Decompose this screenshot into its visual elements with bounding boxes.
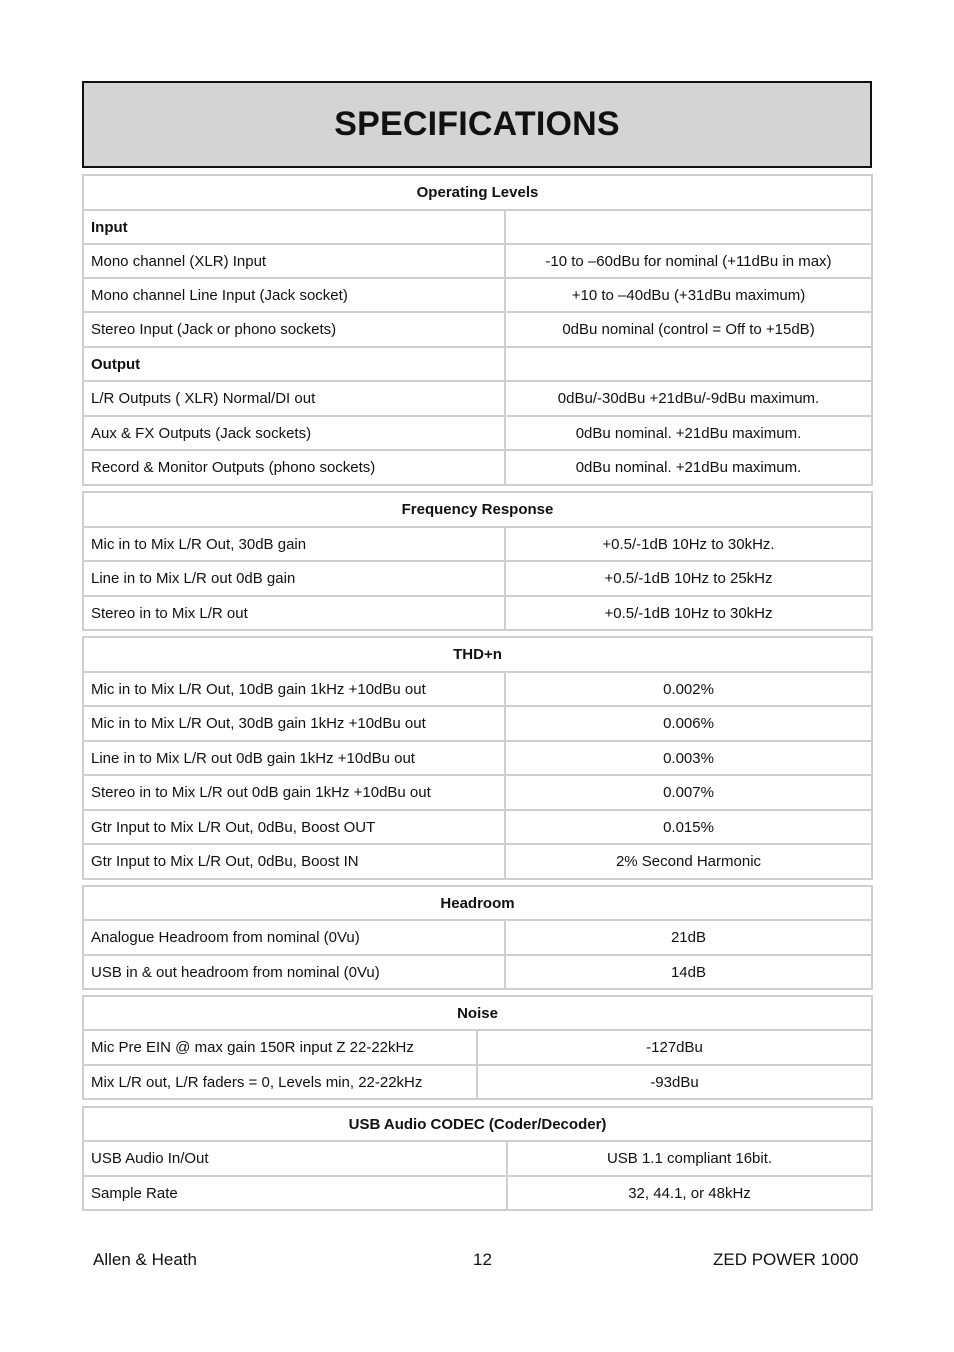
thd-table [82, 636, 873, 880]
spec-label: Analogue Headroom from nominal (0Vu) [83, 920, 505, 955]
usb-codec-table [82, 1106, 873, 1211]
section-header: Operating Levels [83, 175, 872, 210]
spec-label: Line in to Mix L/R out 0dB gain [83, 561, 505, 596]
spec-value: +0.5/-1dB 10Hz to 25kHz [505, 561, 872, 596]
spec-value: 0dBu nominal. +21dBu maximum. [505, 416, 872, 450]
footer-product: ZED POWER 1000 [713, 1250, 859, 1269]
frequency-response-table [82, 491, 873, 631]
table-row [83, 416, 872, 450]
footer-page-number: 12 [473, 1250, 492, 1269]
table-row [83, 278, 872, 312]
spec-label: Stereo in to Mix L/R out 0dB gain 1kHz +10dBu out [83, 775, 505, 810]
table-row [83, 1141, 872, 1176]
spec-label: Gtr Input to Mix L/R Out, 0dBu, Boost IN [83, 844, 505, 879]
table-row [83, 450, 872, 485]
spec-label: Mix L/R out, L/R faders = 0, Levels min, 22-22kHz [83, 1065, 477, 1099]
footer-company: Allen & Heath [93, 1250, 197, 1269]
spec-value: 0.002% [505, 672, 872, 706]
spec-value: -127dBu [477, 1030, 872, 1065]
spec-value: 21dB [505, 920, 872, 955]
spec-value: 0.003% [505, 741, 872, 775]
spec-label: Mic in to Mix L/R Out, 30dB gain 1kHz +10dBu out [83, 706, 505, 741]
spec-value: 0.007% [505, 775, 872, 810]
spec-value: 0dBu nominal. +21dBu maximum. [505, 450, 872, 485]
spec-label: Record & Monitor Outputs (phono sockets) [83, 450, 505, 485]
table-row [83, 381, 872, 416]
spec-value: 32, 44.1, or 48kHz [507, 1176, 872, 1210]
table-row [83, 244, 872, 278]
headroom-table [82, 885, 873, 990]
section-header: USB Audio CODEC (Coder/Decoder) [83, 1107, 872, 1141]
empty-cell [505, 347, 872, 381]
spec-label: Mic Pre EIN @ max gain 150R input Z 22-22kHz [83, 1030, 477, 1065]
table-row [83, 920, 872, 955]
table-row [83, 1176, 872, 1210]
table-row [83, 312, 872, 347]
table-row [83, 706, 872, 741]
spec-value: -10 to –60dBu for nominal (+11dBu in max) [505, 244, 872, 278]
spec-value: +0.5/-1dB 10Hz to 30kHz. [505, 527, 872, 561]
section-header: Noise [83, 996, 872, 1030]
table-row [83, 955, 872, 989]
spec-label: Line in to Mix L/R out 0dB gain 1kHz +10dBu out [83, 741, 505, 775]
spec-label: Stereo in to Mix L/R out [83, 596, 505, 630]
table-row [83, 844, 872, 879]
spec-value: 0.015% [505, 810, 872, 844]
table-row [83, 561, 872, 596]
title-box [82, 81, 872, 168]
table-row [83, 741, 872, 775]
spec-label: Mic in to Mix L/R Out, 10dB gain 1kHz +10dBu out [83, 672, 505, 706]
table-row [83, 1030, 872, 1065]
spec-label: Gtr Input to Mix L/R Out, 0dBu, Boost OUT [83, 810, 505, 844]
operating-levels-table [82, 174, 873, 486]
page-title: SPECIFICATIONS [334, 105, 620, 143]
spec-value: USB 1.1 compliant 16bit. [507, 1141, 872, 1176]
section-header: THD+n [83, 637, 872, 672]
empty-cell [505, 210, 872, 244]
spec-label: Stereo Input (Jack or phono sockets) [83, 312, 505, 347]
spec-label: USB in & out headroom from nominal (0Vu) [83, 955, 505, 989]
spec-value: +0.5/-1dB 10Hz to 30kHz [505, 596, 872, 630]
spec-value: +10 to –40dBu (+31dBu maximum) [505, 278, 872, 312]
table-row [83, 596, 872, 630]
table-row [83, 672, 872, 706]
noise-table [82, 995, 873, 1100]
spec-label: Mono channel (XLR) Input [83, 244, 505, 278]
table-row [83, 527, 872, 561]
spec-label: L/R Outputs ( XLR) Normal/DI out [83, 381, 505, 416]
subheader-output: Output [83, 347, 505, 381]
section-header: Headroom [83, 886, 872, 920]
spec-value: 0dBu nominal (control = Off to +15dB) [505, 312, 872, 347]
table-row [83, 775, 872, 810]
table-row [83, 1065, 872, 1099]
spec-label: Sample Rate [83, 1176, 507, 1210]
spec-label: USB Audio In/Out [83, 1141, 507, 1176]
table-row [83, 810, 872, 844]
spec-label: Mono channel Line Input (Jack socket) [83, 278, 505, 312]
spec-value: 0.006% [505, 706, 872, 741]
spec-value: 2% Second Harmonic [505, 844, 872, 879]
subheader-input: Input [83, 210, 505, 244]
spec-value: -93dBu [477, 1065, 872, 1099]
spec-value: 14dB [505, 955, 872, 989]
spec-value: 0dBu/-30dBu +21dBu/-9dBu maximum. [505, 381, 872, 416]
spec-label: Mic in to Mix L/R Out, 30dB gain [83, 527, 505, 561]
section-header: Frequency Response [83, 492, 872, 527]
spec-label: Aux & FX Outputs (Jack sockets) [83, 416, 505, 450]
